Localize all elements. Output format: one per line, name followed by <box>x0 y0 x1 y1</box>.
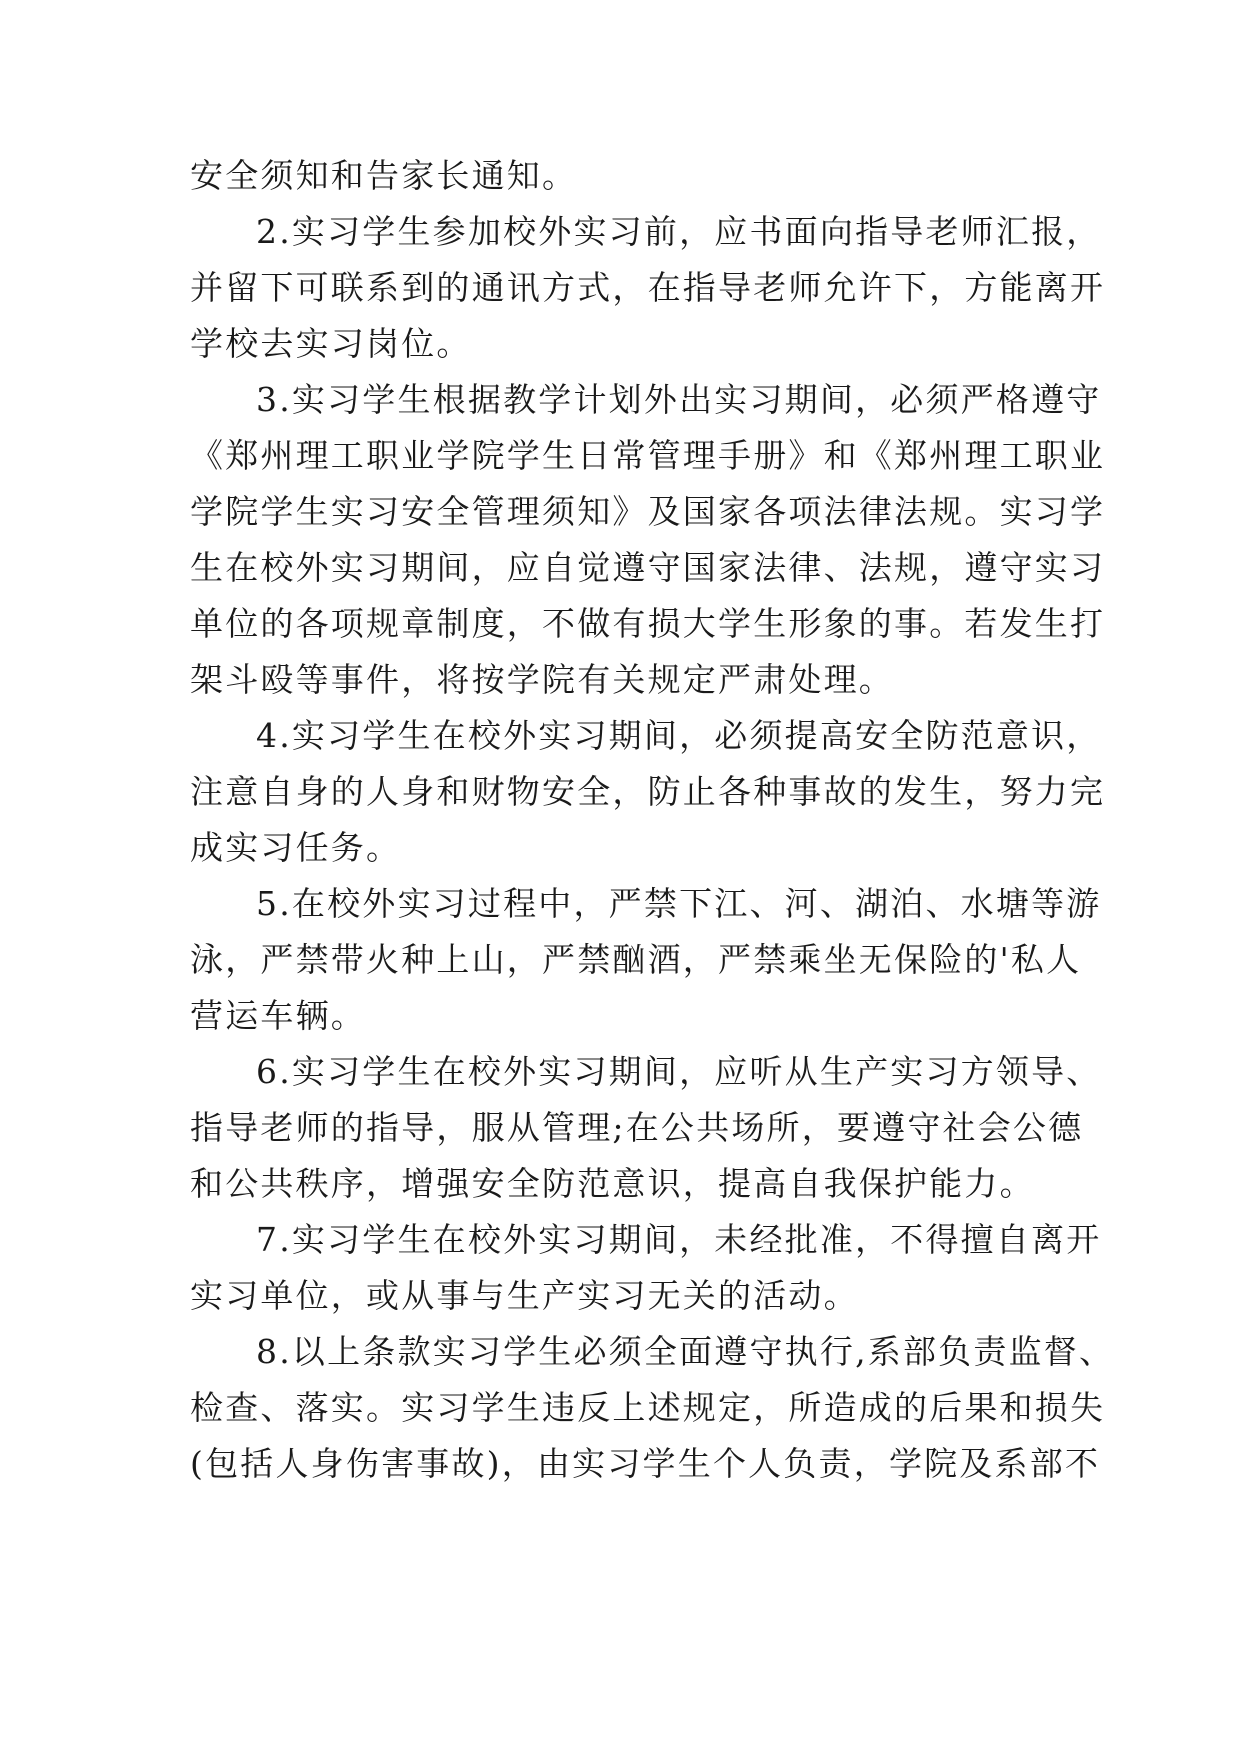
paragraph-6-start: 6.实习学生在校外实习期间，应听从生产实习方领导、 <box>256 1052 1102 1091</box>
paragraph-8-start: 8.以上条款实习学生必须全面遵守执行,系部负责监督、 <box>256 1332 1115 1371</box>
paragraph-4-start: 4.实习学生在校外实习期间，必须提高安全防范意识， <box>256 716 1102 755</box>
text-line: 安全须知和告家长通知。 <box>190 156 578 195</box>
text-line: 学院学生实习安全管理须知》及国家各项法律法规。实习学 <box>190 492 1106 531</box>
text-line: 泳，严禁带火种上山，严禁酗酒，严禁乘坐无保险的'私人 <box>190 940 1082 979</box>
text-line: 和公共秩序，增强安全防范意识，提高自我保护能力。 <box>190 1164 1035 1203</box>
paragraph-7-start: 7.实习学生在校外实习期间，未经批准，不得擅自离开 <box>256 1220 1102 1259</box>
paragraph-5-start: 5.在校外实习过程中，严禁下江、河、湖泊、水塘等游 <box>256 884 1102 923</box>
text-line: 注意自身的人身和财物安全，防止各种事故的发生，努力完 <box>190 772 1106 811</box>
text-line: 成实习任务。 <box>190 828 402 867</box>
text-line: 学校去实习岗位。 <box>190 324 472 363</box>
text-line: 实习单位，或从事与生产实习无关的活动。 <box>190 1276 859 1315</box>
text-line: 架斗殴等事件，将按学院有关规定严肃处理。 <box>190 660 894 699</box>
text-line: (包括人身伤害事故)，由实习学生个人负责，学院及系部不 <box>190 1444 1101 1483</box>
paragraph-3-start: 3.实习学生根据教学计划外出实习期间，必须严格遵守 <box>256 380 1102 419</box>
text-line: 检查、落实。实习学生违反上述规定，所造成的后果和损失 <box>190 1388 1106 1427</box>
text-line: 《郑州理工职业学院学生日常管理手册》和《郑州理工职业 <box>190 436 1106 475</box>
paragraph-2-start: 2.实习学生参加校外实习前，应书面向指导老师汇报， <box>256 212 1102 251</box>
text-line: 单位的各项规章制度，不做有损大学生形象的事。若发生打 <box>190 604 1106 643</box>
text-line: 指导老师的指导，服从管理;在公共场所，要遵守社会公德 <box>190 1108 1084 1147</box>
text-line: 生在校外实习期间，应自觉遵守国家法律、法规，遵守实习 <box>190 548 1106 587</box>
text-line: 营运车辆。 <box>190 996 366 1035</box>
text-line: 并留下可联系到的通讯方式，在指导老师允许下，方能离开 <box>190 268 1106 307</box>
